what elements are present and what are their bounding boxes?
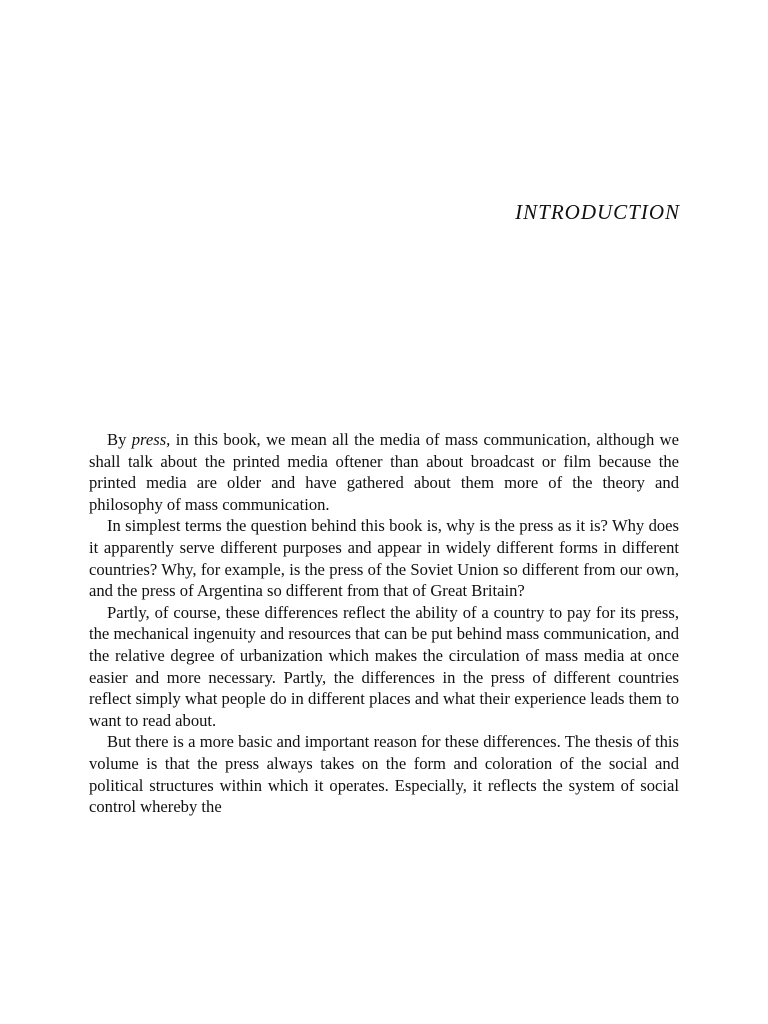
paragraph-1-emphasis: press, [131,430,171,449]
chapter-heading: INTRODUCTION [515,200,680,224]
paragraph-1-rest: in this book, we mean all the media of mass communication, although we shall talk about the printed media oftener than about broadcast or film because the printed media are older and have gathered about them more of the theory and philosophy of mass communication. [89,430,679,514]
body-text [89,429,679,818]
paragraph-2: In simplest terms the question behind this book is, why is the press as it is? Why does it apparently serve different purposes and appear in widely different forms in different countries? Why, for example, is the press of the Soviet Union so different from our own, and the press of Argentina so different from that of Great Britain? [89,516,679,601]
paragraph-4: But there is a more basic and important reason for these differences. The thesis of this volume is that the press always takes on the form and coloration of the social and political structures within which it operates. Especially, it reflects the system of social control whereby the [89,732,679,817]
paragraph-3: Partly, of course, these differences reflect the ability of a country to pay for its press, the mechanical ingenuity and resources that can be put behind mass communication, and the relative degree of urbanization which makes the circulation of mass media at once easier and more necessary. Partly, the differences in the press of different countries reflect simply what people do in different places and what their experience leads them to want to read about. [89,602,679,730]
paragraph-1 [89,429,679,515]
paragraph-1-lead: By [107,430,132,449]
